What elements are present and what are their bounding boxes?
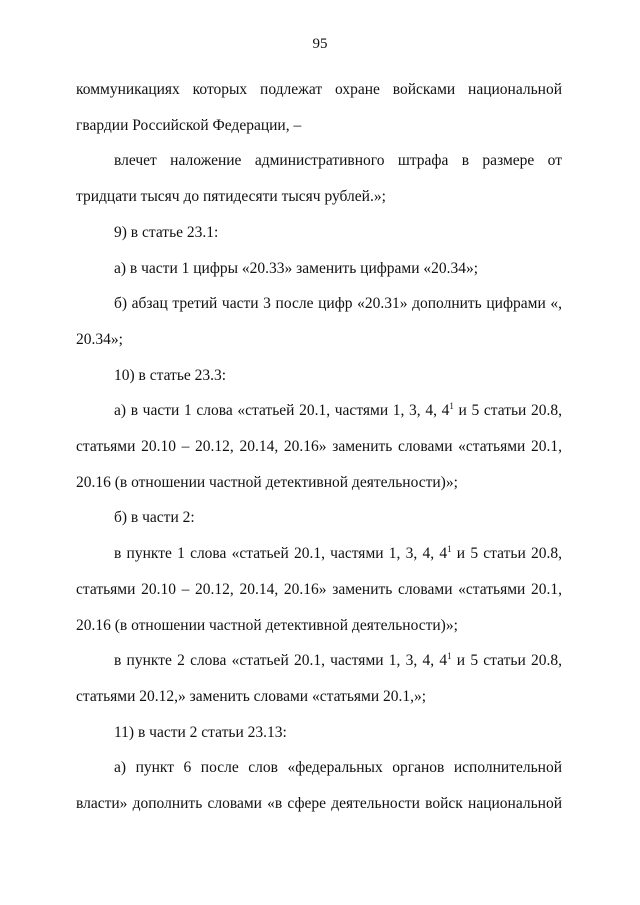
paragraph-text: в пункте 2 слова «статьей 20.1, частями 1, 3, 4, 4 xyxy=(114,652,448,670)
paragraph-penalty: влечет наложение административного штрафа в размере от тридцати тысяч до пятидесяти тысяч рублей.»; xyxy=(76,152,562,206)
paragraph-item-11: 11) в части 2 статьи 23.13: xyxy=(114,723,287,741)
paragraph-text: а) в части 1 слова «статьей 20.1, частями 1, 3, 4, 4 xyxy=(114,402,450,420)
superscript: 1 xyxy=(447,651,452,662)
paragraph-item-9: 9) в статье 23.1: xyxy=(114,223,219,241)
paragraph-item-10b: б) в части 2: xyxy=(114,509,195,527)
paragraph-text: и 5 статьи 20.8, статьями 20.10 – 20.12, 20.14, 20.16» заменить словами «статьями 20.1, 20.16 (в отношении частной детективной деятельности)»; xyxy=(76,402,562,491)
paragraph-text: и 5 статьи 20.8, статьями 20.12,» заменить словами «статьями 20.1,»; xyxy=(76,652,562,705)
paragraph-continuation: коммуникациях которых подлежат охране войсками национальной гвардии Российской Федерации, – xyxy=(76,81,562,134)
page-number: 95 xyxy=(312,36,328,52)
paragraph-item-9a: а) в части 1 цифры «20.33» заменить цифрами «20.34»; xyxy=(114,259,479,277)
paragraph-item-10a xyxy=(76,393,562,500)
superscript: 1 xyxy=(447,544,452,555)
paragraph-text: и 5 статьи 20.8, статьями 20.10 – 20.12, 20.14, 20.16» заменить словами «статьями 20.1, 20.16 (в отношении частной детективной деятельности)»; xyxy=(76,545,562,634)
paragraph-item-9b: б) абзац третий части 3 после цифр «20.31» дополнить цифрами «, 20.34»; xyxy=(76,295,562,348)
paragraph-item-10: 10) в статье 23.3: xyxy=(114,366,227,384)
paragraph-item-11a: а) пункт 6 после слов «федеральных органов исполнительной власти» дополнить словами «в сфере деятельности войск национальной xyxy=(76,759,562,813)
paragraph-text: в пункте 1 слова «статьей 20.1, частями 1, 3, 4, 4 xyxy=(114,545,448,563)
superscript: 1 xyxy=(449,401,454,412)
paragraph-item-10b-1 xyxy=(76,536,562,643)
document-body xyxy=(76,72,562,822)
paragraph-item-10b-2 xyxy=(76,643,562,714)
